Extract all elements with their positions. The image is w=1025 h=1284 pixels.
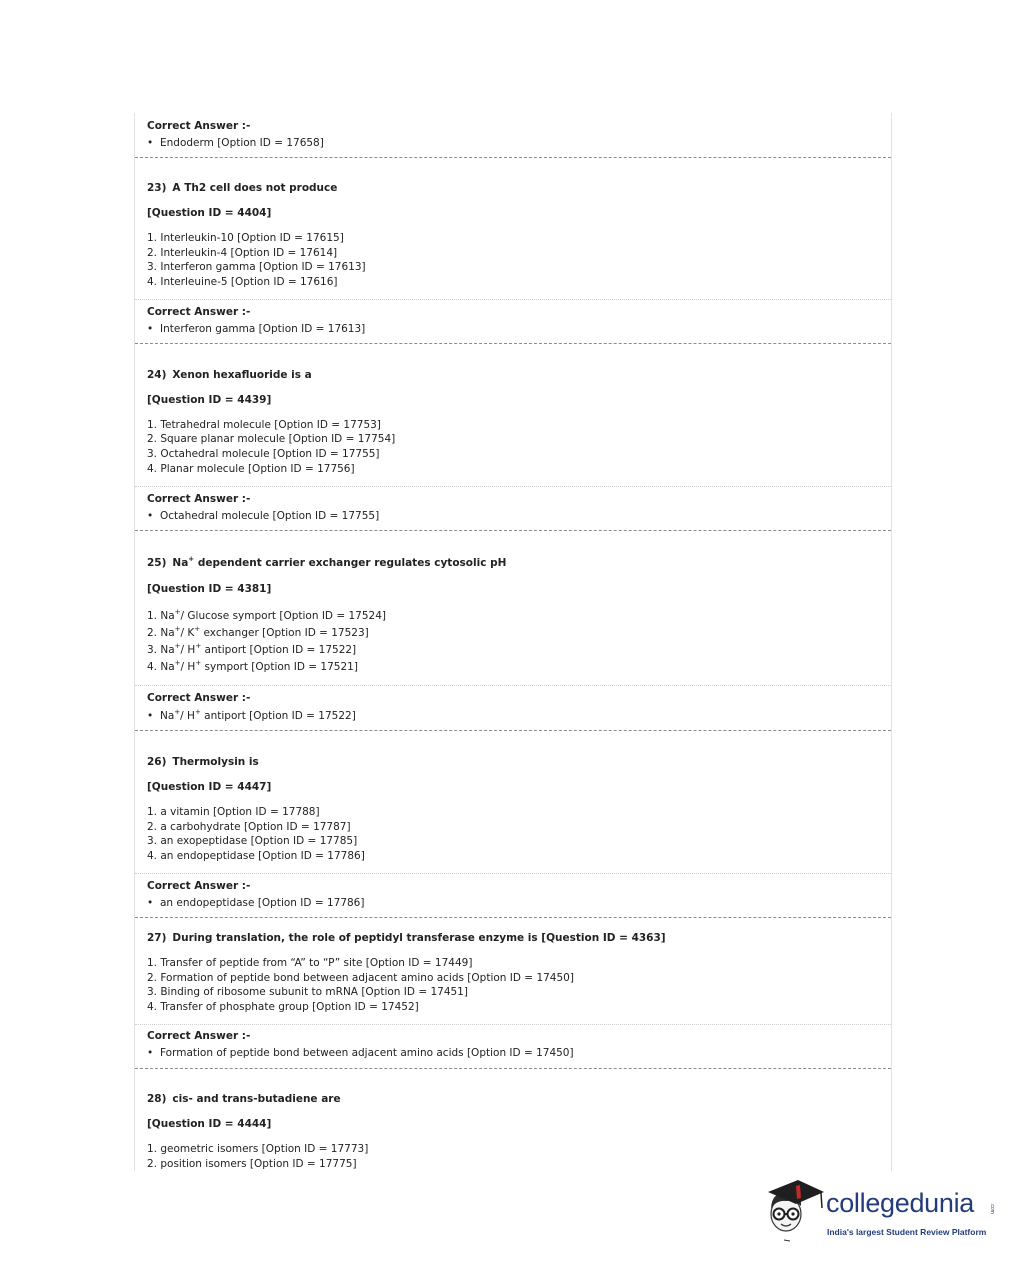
correct-answer: • Interferon gamma [Option ID = 17613] bbox=[147, 323, 366, 335]
logo-wordmark: collegedunia bbox=[826, 1188, 975, 1218]
option: 4. an endopeptidase [Option ID = 17786] bbox=[147, 850, 365, 862]
option: 3. Interferon gamma [Option ID = 17613] bbox=[147, 261, 366, 273]
option: 4. Transfer of phosphate group [Option ID = 17452] bbox=[147, 1001, 419, 1013]
option: 4. Interleuine-5 [Option ID = 17616] bbox=[147, 276, 338, 288]
correct-answer: • Endoderm [Option ID = 17658] bbox=[147, 137, 324, 149]
option: 2. Na+/ K+ exchanger [Option ID = 17523] bbox=[147, 624, 369, 639]
question-title: 24) Xenon hexafluoride is a bbox=[147, 369, 312, 381]
question-title: 25) Na+ dependent carrier exchanger regulates cytosolic pH bbox=[147, 554, 507, 569]
logo-com: .com bbox=[989, 1203, 995, 1214]
correct-answer: • an endopeptidase [Option ID = 17786] bbox=[147, 897, 365, 909]
option: 2. Square planar molecule [Option ID = 17754] bbox=[147, 433, 396, 445]
question-id: [Question ID = 4381] bbox=[147, 583, 272, 595]
question-title: 26) Thermolysin is bbox=[147, 756, 259, 768]
question-paper bbox=[134, 113, 892, 1171]
divider bbox=[135, 343, 891, 344]
correct-answer-label: Correct Answer :- bbox=[147, 692, 251, 704]
student-mascot-icon bbox=[766, 1176, 828, 1246]
correct-answer-label: Correct Answer :- bbox=[147, 493, 251, 505]
divider bbox=[135, 486, 891, 487]
divider bbox=[135, 730, 891, 731]
option: 2. a carbohydrate [Option ID = 17787] bbox=[147, 821, 351, 833]
option: 2. position isomers [Option ID = 17775] bbox=[147, 1158, 357, 1170]
divider bbox=[135, 299, 891, 300]
divider bbox=[135, 157, 891, 158]
option: 1. Transfer of peptide from “A” to “P” site [Option ID = 17449] bbox=[147, 957, 473, 969]
divider bbox=[135, 873, 891, 874]
divider bbox=[135, 530, 891, 531]
question-title: 27) During translation, the role of peptidyl transferase enzyme is [Question ID = 4363] bbox=[147, 932, 666, 944]
collegedunia-logo[interactable] bbox=[766, 1176, 996, 1246]
correct-answer: • Formation of peptide bond between adjacent amino acids [Option ID = 17450] bbox=[147, 1047, 574, 1059]
question-id: [Question ID = 4404] bbox=[147, 207, 272, 219]
option: 1. Na+/ Glucose symport [Option ID = 17524] bbox=[147, 607, 386, 622]
option: 1. Interleukin-10 [Option ID = 17615] bbox=[147, 232, 344, 244]
option: 3. Octahedral molecule [Option ID = 17755] bbox=[147, 448, 380, 460]
correct-answer-label: Correct Answer :- bbox=[147, 306, 251, 318]
correct-answer: • Na+/ H+ antiport [Option ID = 17522] bbox=[147, 707, 356, 722]
question-title: 23) A Th2 cell does not produce bbox=[147, 182, 338, 194]
correct-answer-label: Correct Answer :- bbox=[147, 880, 251, 892]
option: 2. Formation of peptide bond between adjacent amino acids [Option ID = 17450] bbox=[147, 972, 574, 984]
divider bbox=[135, 1068, 891, 1069]
option: 2. Interleukin-4 [Option ID = 17614] bbox=[147, 247, 338, 259]
divider bbox=[135, 685, 891, 686]
correct-answer-label: Correct Answer :- bbox=[147, 120, 251, 132]
option: 3. an exopeptidase [Option ID = 17785] bbox=[147, 835, 358, 847]
question-title: 28) cis- and trans-butadiene are bbox=[147, 1093, 341, 1105]
option: 1. a vitamin [Option ID = 17788] bbox=[147, 806, 320, 818]
option: 3. Binding of ribosome subunit to mRNA [Option ID = 17451] bbox=[147, 986, 468, 998]
option: 3. Na+/ H+ antiport [Option ID = 17522] bbox=[147, 641, 357, 656]
option: 4. Planar molecule [Option ID = 17756] bbox=[147, 463, 355, 475]
option: 1. geometric isomers [Option ID = 17773] bbox=[147, 1143, 369, 1155]
correct-answer: • Octahedral molecule [Option ID = 17755] bbox=[147, 510, 380, 522]
question-id: [Question ID = 4444] bbox=[147, 1118, 272, 1130]
logo-tagline: India's largest Student Review Platform bbox=[827, 1227, 987, 1237]
correct-answer-label: Correct Answer :- bbox=[147, 1030, 251, 1042]
question-id: [Question ID = 4439] bbox=[147, 394, 272, 406]
question-id: [Question ID = 4447] bbox=[147, 781, 272, 793]
divider bbox=[135, 917, 891, 918]
divider bbox=[135, 1024, 891, 1025]
option: 1. Tetrahedral molecule [Option ID = 17753] bbox=[147, 419, 381, 431]
option: 4. Na+/ H+ symport [Option ID = 17521] bbox=[147, 658, 358, 673]
